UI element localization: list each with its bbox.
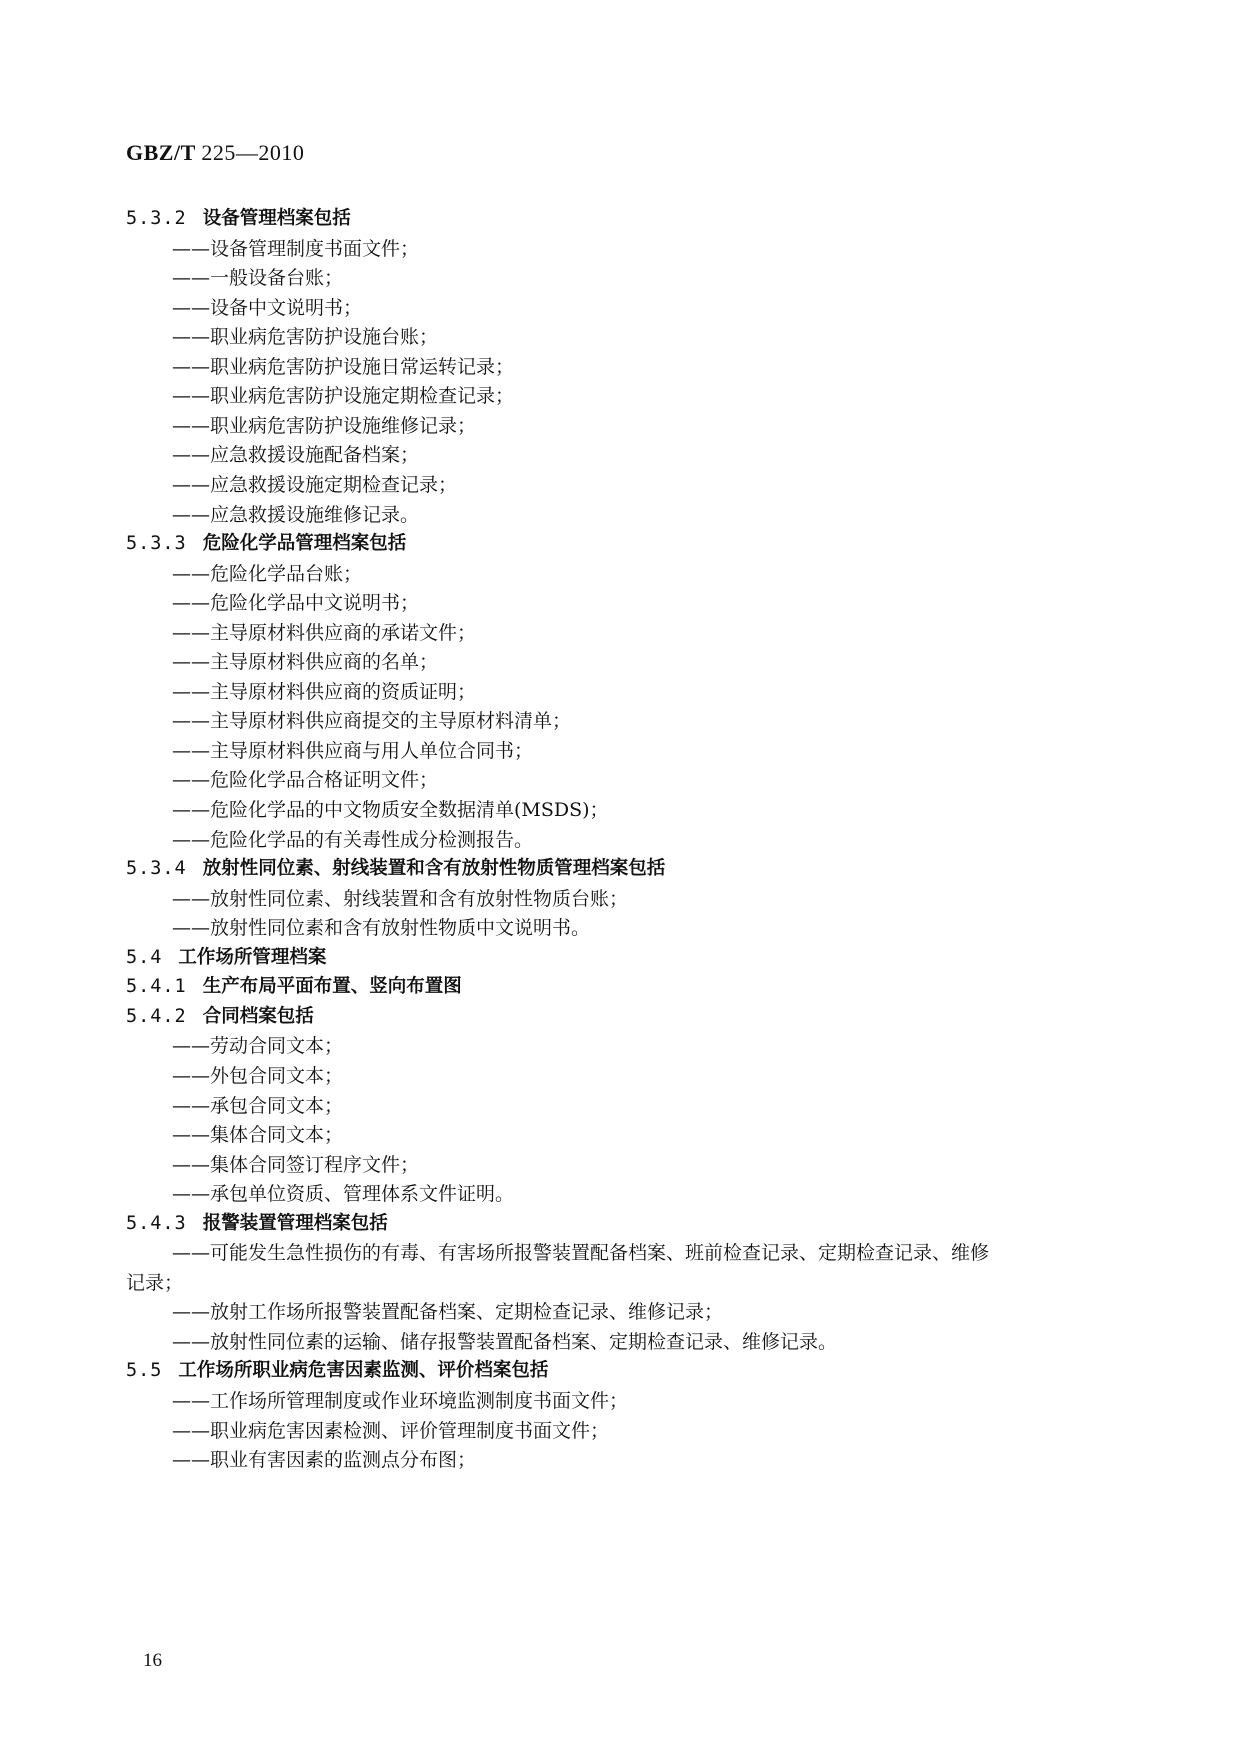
list-item: ——放射性同位素的运输、储存报警装置配备档案、定期检查记录、维修记录。 [172, 1330, 838, 1353]
list-item: ——放射性同位素、射线装置和含有放射性物质台账； [172, 887, 629, 910]
section-number: 5.4.3 [126, 1212, 187, 1234]
list-item: ——主导原材料供应商与用人单位合同书； [172, 739, 534, 762]
section-heading [126, 945, 326, 971]
section-heading [126, 531, 406, 557]
list-item: ——放射性同位素和含有放射性物质中文说明书。 [172, 917, 591, 940]
page-number: 16 [143, 1650, 162, 1671]
list-item: ——职业病危害因素检测、评价管理制度书面文件； [172, 1419, 610, 1442]
standard-prefix: GBZ/T [126, 140, 196, 165]
list-item: ——应急救援设施定期检查记录； [172, 473, 458, 496]
list-item: ——主导原材料供应商的名单； [172, 651, 439, 674]
list-item: ——放射工作场所报警装置配备档案、定期检查记录、维修记录； [172, 1301, 724, 1324]
list-item: ——设备中文说明书； [172, 296, 363, 319]
list-item: ——危险化学品的中文物质安全数据清单(MSDS)； [172, 799, 609, 821]
list-item: ——危险化学品中文说明书； [172, 592, 420, 615]
list-item: ——外包合同文本； [172, 1064, 344, 1087]
list-item: ——工作场所管理制度或作业环境监测制度书面文件； [172, 1390, 629, 1412]
list-item: ——危险化学品的有关毒性成分检测报告。 [172, 828, 534, 851]
list-item: ——一般设备台账； [172, 267, 344, 290]
document-code [126, 140, 304, 166]
section-number: 5.4.2 [126, 1005, 187, 1027]
list-item: ——职业病危害防护设施台账； [172, 326, 439, 349]
list-item: ——危险化学品台账； [172, 562, 363, 585]
section-heading [126, 206, 351, 232]
section-number: 5.4.1 [126, 976, 187, 998]
list-item: ——集体合同文本； [172, 1124, 344, 1147]
list-item: ——承包合同文本； [172, 1094, 344, 1117]
section-title: 设备管理档案包括 [202, 208, 351, 229]
list-item: ——劳动合同文本； [172, 1035, 344, 1058]
list-item: ——主导原材料供应商的承诺文件； [172, 621, 477, 644]
list-item: ——危险化学品合格证明文件； [172, 769, 439, 792]
section-heading [126, 1211, 388, 1237]
section-number: 5.4 [126, 946, 163, 968]
list-item: ——职业有害因素的监测点分布图； [172, 1449, 477, 1472]
standard-number: 225—2010 [201, 140, 305, 165]
list-item: ——承包单位资质、管理体系文件证明。 [172, 1183, 515, 1206]
section-title: 生产布局平面布置、竖向布置图 [202, 976, 462, 998]
section-title: 放射性同位素、射线装置和含有放射性物质管理档案包括 [202, 858, 666, 880]
section-title: 报警装置管理档案包括 [202, 1212, 388, 1234]
section-heading [126, 1004, 314, 1030]
section-number: 5.3.3 [126, 533, 187, 555]
section-title: 工作场所管理档案 [178, 946, 327, 968]
section-number: 5.3.2 [126, 208, 187, 229]
list-item: ——主导原材料供应商提交的主导原材料清单； [172, 710, 572, 733]
list-item: ——职业病危害防护设施定期检查记录； [172, 385, 515, 408]
section-heading [126, 856, 665, 882]
section-title: 危险化学品管理档案包括 [202, 533, 407, 555]
section-heading [126, 1358, 548, 1384]
list-item: ——主导原材料供应商的资质证明； [172, 680, 477, 703]
section-number: 5.3.4 [126, 858, 187, 880]
list-item: ——设备管理制度书面文件； [172, 237, 420, 260]
list-item: ——可能发生急性损伤的有毒、有害场所报警装置配备档案、班前检查记录、定期检查记录、维修 [172, 1242, 990, 1265]
list-item: ——职业病危害防护设施维修记录； [172, 414, 477, 437]
section-number: 5.5 [126, 1360, 163, 1382]
section-title: 工作场所职业病危害因素监测、评价档案包括 [178, 1360, 549, 1382]
section-title: 合同档案包括 [202, 1005, 314, 1027]
list-item-continuation: 记录； [126, 1271, 184, 1294]
list-item: ——应急救援设施配备档案； [172, 444, 420, 467]
list-item: ——职业病危害防护设施日常运转记录； [172, 355, 515, 378]
list-item: ——应急救援设施维修记录。 [172, 503, 420, 526]
list-item: ——集体合同签订程序文件； [172, 1153, 420, 1176]
section-heading [126, 974, 462, 1000]
